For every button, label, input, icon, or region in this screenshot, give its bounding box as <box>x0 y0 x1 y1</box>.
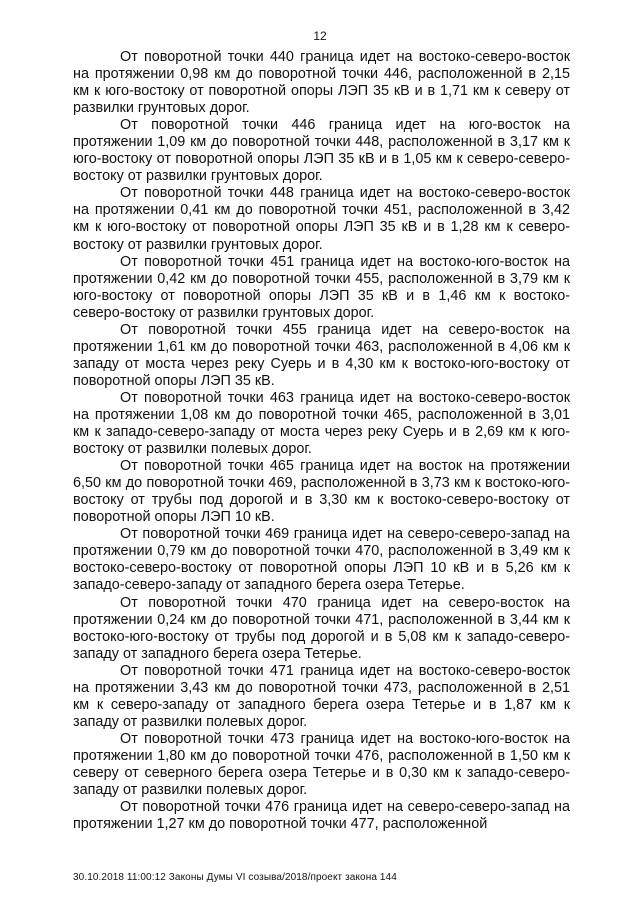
boundary-paragraph: От поворотной точки 469 граница идет на северо-северо-запад на протяжении 0,79 км до поворотной точки 470, расположенной в 3,49 км к востоко-северо-востоку от поворотной опоры ЛЭП 10 кВ и в 5,26 км к западо-северо-западу от западного берега озера Тетерье. <box>73 526 570 594</box>
boundary-paragraph: От поворотной точки 440 граница идет на востоко-северо-восток на протяжении 0,98 км до поворотной точки 446, расположенной в 2,15 км к юго-востоку от поворотной опоры ЛЭП 35 кВ и в 1,71 км к северу от развилки грунтовых дорог. <box>73 49 570 117</box>
boundary-paragraph: От поворотной точки 463 граница идет на востоко-северо-восток на протяжении 1,08 км до поворотной точки 465, расположенной в 3,01 км к западо-северо-западу от моста через реку Суерь и в 2,69 км к юго-востоку от развилки полевых дорог. <box>73 389 570 458</box>
boundary-paragraph: От поворотной точки 448 граница идет на востоко-северо-восток на протяжении 0,41 км до поворотной точки 451, расположенной в 3,42 км к юго-востоку от поворотной опоры ЛЭП 35 кВ и в 1,28 км к северо-востоку от развилки грунтовых дорог. <box>73 185 570 253</box>
boundary-paragraph: От поворотной точки 470 граница идет на северо-восток на протяжении 0,24 км до поворотной точки 471, расположенной в 3,44 км к востоко-юго-востоку от трубы под дорогой и в 5,08 км к западо-северо-западу от западного берега озера Тетерье. <box>73 594 570 662</box>
boundary-paragraph: От поворотной точки 465 граница идет на восток на протяжении 6,50 км до поворотной точки 469, расположенной в 3,73 км к востоко-юго-востоку от трубы под дорогой и в 3,30 км к востоко-северо-востоку от поворотной опоры ЛЭП 10 кВ. <box>73 458 570 526</box>
page-number: 12 <box>313 29 327 43</box>
boundary-paragraph: От поворотной точки 455 граница идет на северо-восток на протяжении 1,61 км до поворотной точки 463, расположенной в 4,06 км к западу от моста через реку Суерь и в 4,30 км к востоко-юго-востоку от поворотной опоры ЛЭП 35 кВ. <box>73 321 570 389</box>
document-body <box>73 49 570 833</box>
document-footer: 30.10.2018 11:00:12 Законы Думы VI созыва/2018/проект закона 144 <box>73 872 397 883</box>
boundary-paragraph: От поворотной точки 473 граница идет на востоко-юго-восток на протяжении 1,80 км до поворотной точки 476, расположенной в 1,50 км к северу от северного берега озера Тетерье и в 0,30 км к западо-северо-западу от развилки полевых дорог. <box>73 730 570 799</box>
boundary-paragraph: От поворотной точки 471 граница идет на востоко-северо-восток на протяжении 3,43 км до поворотной точки 473, расположенной в 2,51 км к северо-западу от западного берега озера Тетерье и в 1,87 км к западу от развилки полевых дорог. <box>73 662 570 730</box>
boundary-paragraph: От поворотной точки 476 граница идет на северо-северо-запад на протяжении 1,27 км до поворотной точки 477, расположенной <box>73 799 570 833</box>
boundary-paragraph: От поворотной точки 451 граница идет на востоко-юго-восток на протяжении 0,42 км до поворотной точки 455, расположенной в 3,79 км к юго-востоку от поворотной опоры ЛЭП 35 кВ и в 1,46 км к востоко-северо-востоку от развилки грунтовых дорог. <box>73 253 570 321</box>
boundary-paragraph: От поворотной точки 446 граница идет на юго-восток на протяжении 1,09 км до поворотной точки 448, расположенной в 3,17 км к юго-востоку от поворотной опоры ЛЭП 35 кВ и в 1,05 км к северо-северо-востоку от развилки грунтовых дорог. <box>73 117 570 185</box>
